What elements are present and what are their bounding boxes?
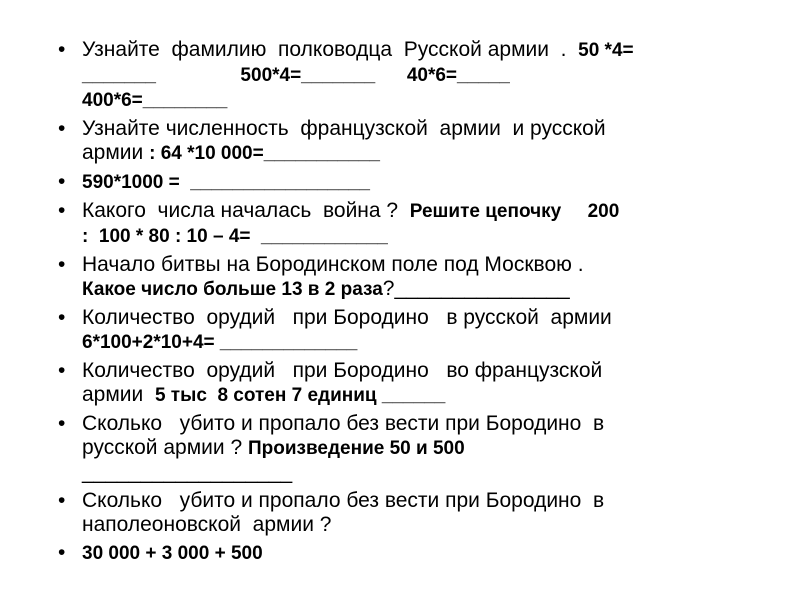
text-segment: Количество орудий при Бородино во французской <box>82 359 603 382</box>
bullet-icon: • <box>58 38 66 61</box>
bullet-list <box>56 38 756 570</box>
bold-text: : 100 * 80 : 10 – 4= ____________ <box>82 226 388 247</box>
text-line <box>82 541 756 566</box>
bold-text: 50 *4= <box>578 40 634 61</box>
list-item <box>56 489 756 537</box>
list-item <box>56 170 756 195</box>
text-line <box>82 199 756 224</box>
list-item <box>56 117 756 166</box>
list-item <box>56 359 756 408</box>
bold-text: Какое число больше 13 в 2 раза <box>82 279 383 300</box>
text-line <box>82 513 756 537</box>
bullet-icon: • <box>58 359 66 382</box>
bold-text: 400*6=________ <box>82 90 228 111</box>
list-item <box>56 306 756 355</box>
text-line <box>82 461 756 485</box>
bullet-icon: • <box>58 489 66 512</box>
bullet-icon: • <box>58 541 66 564</box>
text-line <box>82 489 756 513</box>
text-line <box>82 359 756 383</box>
text-segment: наполеоновской армии ? <box>82 513 332 536</box>
text-segment: Количество орудий при Бородино в русской армии <box>82 306 612 329</box>
text-line <box>82 306 756 330</box>
bold-text: 30 000 + 3 000 + 500 <box>82 543 263 564</box>
text-segment: __________________ <box>82 461 293 484</box>
bold-text: 590*1000 = _________________ <box>82 172 370 193</box>
text-segment: ?_______________ <box>382 277 570 300</box>
bold-text: _______ 500*4=_______ 40*6=_____ <box>82 65 510 86</box>
text-line <box>82 117 756 141</box>
list-item <box>56 38 756 113</box>
text-line <box>82 277 756 302</box>
text-line <box>82 224 756 249</box>
bold-text: : 64 *10 000=___________ <box>149 143 380 164</box>
text-line <box>82 253 756 277</box>
text-line <box>82 141 756 166</box>
text-segment: Какого числа началась война ? <box>82 199 410 222</box>
text-line <box>82 170 756 195</box>
bullet-icon: • <box>58 199 66 222</box>
bullet-icon: • <box>58 306 66 329</box>
text-line <box>82 330 756 355</box>
text-segment: русской армии ? <box>82 436 248 459</box>
text-segment: Сколько убито и пропало без вести при Бородино в <box>82 412 605 435</box>
bullet-icon: • <box>58 412 66 435</box>
bullet-icon: • <box>58 253 66 276</box>
text-line <box>82 412 756 436</box>
bullet-icon: • <box>58 117 66 140</box>
text-line <box>82 436 756 461</box>
bold-text: 6*100+2*10+4= _____________ <box>82 332 358 353</box>
list-item <box>56 253 756 302</box>
list-item <box>56 541 756 566</box>
text-line <box>82 383 756 408</box>
bold-text: 5 тыс 8 сотен 7 единиц ______ <box>154 385 446 406</box>
list-item <box>56 199 756 249</box>
list-item <box>56 412 756 485</box>
text-segment: армии <box>82 383 155 406</box>
bold-text: Решите цепочку 200 <box>409 201 620 222</box>
text-line <box>82 88 756 113</box>
text-line <box>82 38 756 63</box>
text-segment: армии <box>82 141 150 164</box>
bullet-icon: • <box>58 170 66 193</box>
text-segment: Сколько убито и пропало без вести при Бородино в <box>82 489 605 512</box>
text-segment: Начало битвы на Бородинском поле под Москвою . <box>82 253 584 276</box>
text-line <box>82 63 756 88</box>
bold-text: Произведение 50 и 500 <box>247 438 465 459</box>
text-segment: Узнайте численность французской армии и русской <box>82 117 606 140</box>
text-segment: Узнайте фамилию полководца Русской армии . <box>82 38 579 61</box>
